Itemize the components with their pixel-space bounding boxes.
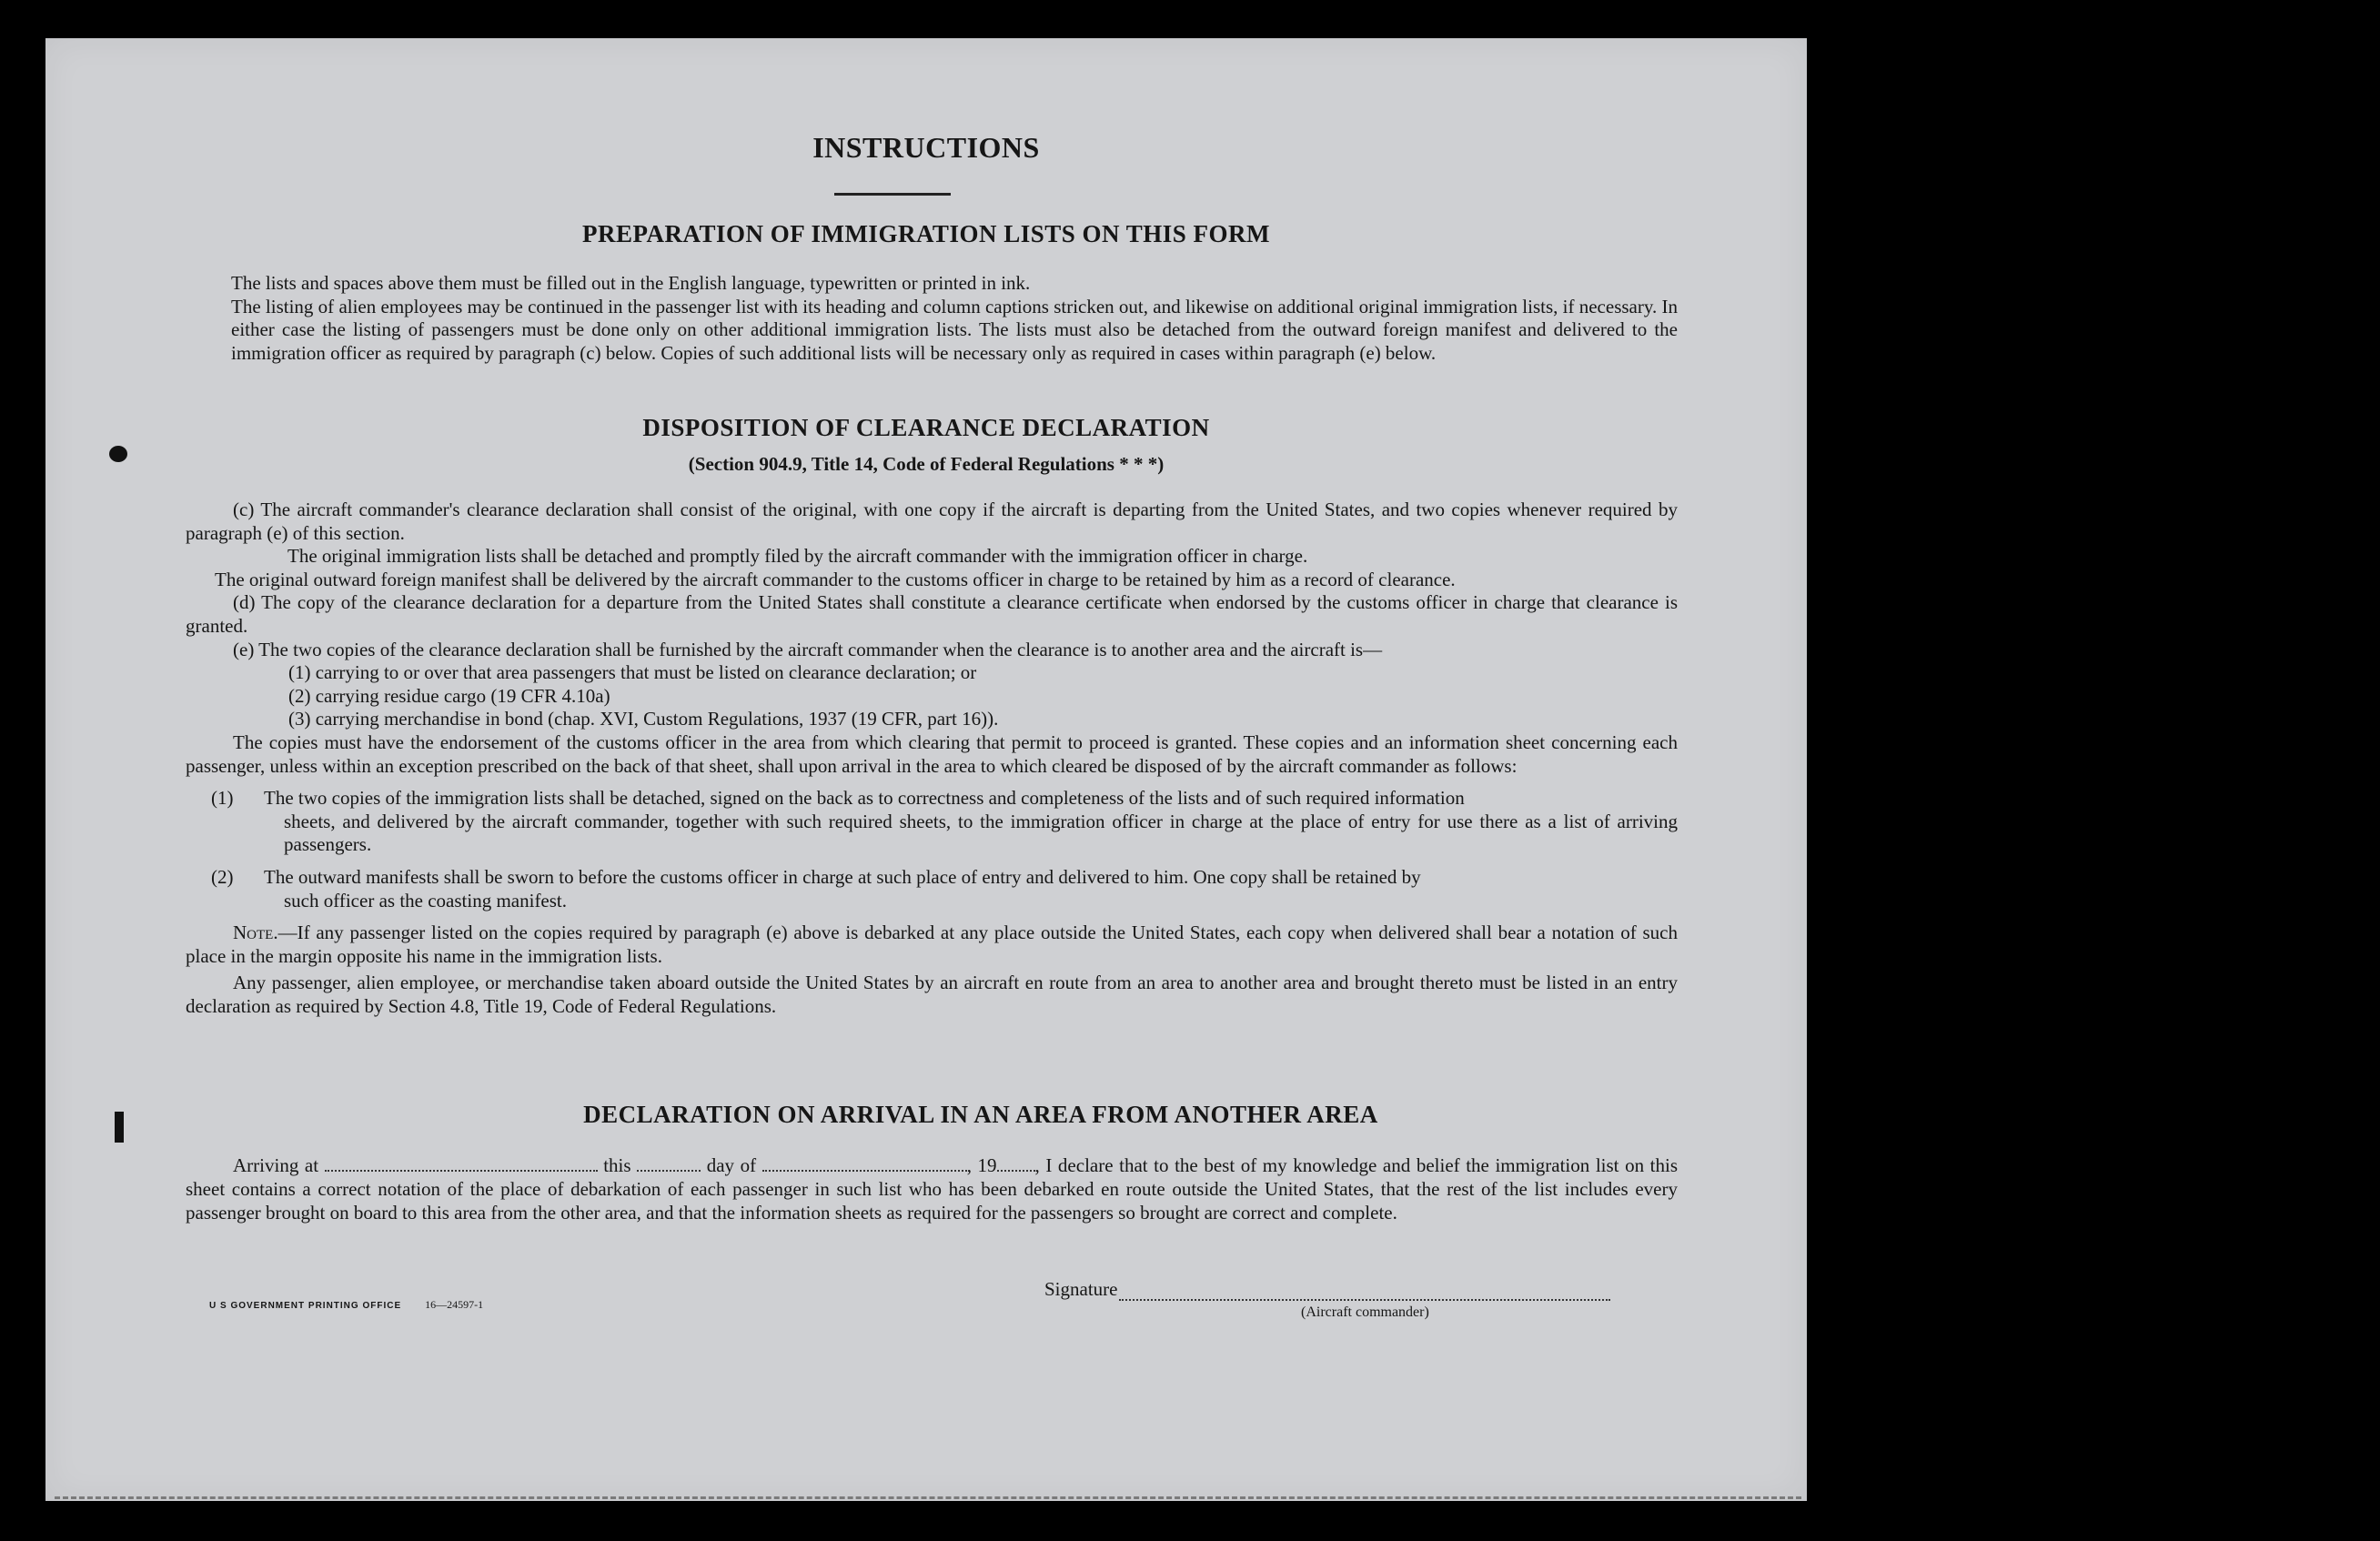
section-disposition-body: [186, 499, 1678, 1018]
arrival-day-field: [637, 1155, 701, 1172]
printing-office-imprint: U S GOVERNMENT PRINTING OFFICE 16—24597-1: [209, 1298, 484, 1311]
list-item-e3: (3) carrying merchandise in bond (chap. XVI, Custom Regulations, 1937 (19 CFR, part 16)).: [288, 708, 999, 730]
list-item-arrival-2: (2) The outward manifests shall be sworn to before the customs officer in charge at such place of entry and delivered to him. One copy shall be retained by such officer as the coasting manifest.: [211, 865, 1421, 912]
document-page: [45, 38, 1807, 1501]
arrival-month-field: [762, 1155, 967, 1172]
paragraph: The listing of alien employees may be continued in the passenger list with its heading and column captions stricken out, and likewise on additional original immigration lists, if necessary. In either case the listing of passengers must be done only on other additional immigration lists. The lists must also be detached from the outward foreign manifest and delivered to the immigration officer as required by paragraph (c) below. Copies of such additional lists will be necessary only as required in cases within paragraph (e) below.: [231, 295, 1678, 364]
arrival-place-field: [325, 1155, 598, 1172]
paragraph: The lists and spaces above them must be filled out in the English language, typewritten or printed in ink.: [231, 272, 1031, 294]
section-heading-declaration: DECLARATION ON ARRIVAL IN AN AREA FROM ANOTHER AREA: [583, 1101, 1378, 1128]
section-declaration-body: [186, 1153, 1678, 1224]
punch-hole-mark: [109, 446, 127, 462]
list-item-e1: (1) carrying to or over that area passengers that must be listed on clearance declaration; or: [288, 661, 977, 684]
title-rule: [834, 193, 951, 196]
form-code: 16—24597-1: [425, 1298, 484, 1311]
scan-edge: [55, 1496, 1801, 1499]
paragraph-c-sub1: The original immigration lists shall be detached and promptly filed by the aircraft commander with the immigration officer in charge.: [287, 545, 1308, 568]
signature-field: [1044, 1278, 1610, 1301]
arrival-year-field: [997, 1155, 1035, 1172]
paragraph-c-sub2: The original outward foreign manifest shall be delivered by the aircraft commander to the customs officer in charge to be retained by him as a record of clearance.: [215, 568, 1456, 590]
declaration-paragraph: Arriving at this day of , 19 , I declare that to the best of my knowledge and belief the immigration list on this sheet contains a correct notation of the place of debarkation of each passenger in such list who has been debarked en route outside the United States, that the rest of the list includes every passenger brought on board to this area from the other area, and that the information sheets as required for the passengers so brought are correct and complete.: [186, 1154, 1679, 1224]
section-heading-disposition: DISPOSITION OF CLEARANCE DECLARATION: [642, 414, 1210, 441]
signature-caption: (Aircraft commander): [1301, 1304, 1429, 1320]
signature-label: Signature: [1044, 1278, 1118, 1300]
edge-mark: [115, 1112, 124, 1143]
section-subheading-citation: (Section 904.9, Title 14, Code of Federal Regulations * * *): [688, 453, 1165, 475]
list-item-e2: (2) carrying residue cargo (19 CFR 4.10a): [288, 684, 610, 707]
paragraph-copies: The copies must have the endorsement of the customs officer in the area from which clearing that permit to proceed is granted. These copies and an information sheet concerning each passenger, unless within an exception prescribed on the back of that sheet, shall upon arrival in the area to which cleared be disposed of by the aircraft commander as follows:: [186, 730, 1678, 777]
note-paragraph: Note.—If any passenger listed on the copies required by paragraph (e) above is debarked at any place outside the United States, each copy when delivered shall bear a notation of such place in the margin opposite his name in the immigration lists.: [186, 922, 1678, 967]
section-preparation-body: [231, 272, 1678, 365]
paragraph-any-passenger: Any passenger, alien employee, or merchandise taken aboard outside the United States by an aircraft en route from an area to another area and brought thereto must be listed in an entry declaration as required by Section 4.8, Title 19, Code of Federal Regulations.: [186, 972, 1678, 1017]
paragraph-c: (c) The aircraft commander's clearance declaration shall consist of the original, with one copy if the aircraft is departing from the United States, and two copies whenever required by paragraph (e) of this section.: [186, 499, 1678, 544]
section-heading-preparation: PREPARATION OF IMMIGRATION LISTS ON THIS FORM: [581, 220, 1271, 247]
list-item-arrival-1: (1) The two copies of the immigration lists shall be detached, signed on the back as to correctness and completeness of the lists and of such required information sheets, and delivered by the aircraft commander, together with such required sheets, to the immigration officer in charge at the place of entry for use there as a list of arriving passengers.: [211, 787, 1678, 856]
paragraph-d: (d) The copy of the clearance declaration for a departure from the United States shall constitute a clearance certificate when endorsed by the customs officer in charge that clearance is granted.: [186, 591, 1678, 637]
paragraph-e: (e) The two copies of the clearance declaration shall be furnished by the aircraft commander when the clearance is to another area and the aircraft is—: [233, 638, 1383, 660]
page-title: INSTRUCTIONS: [812, 131, 1040, 164]
signature-line: [1119, 1283, 1610, 1301]
